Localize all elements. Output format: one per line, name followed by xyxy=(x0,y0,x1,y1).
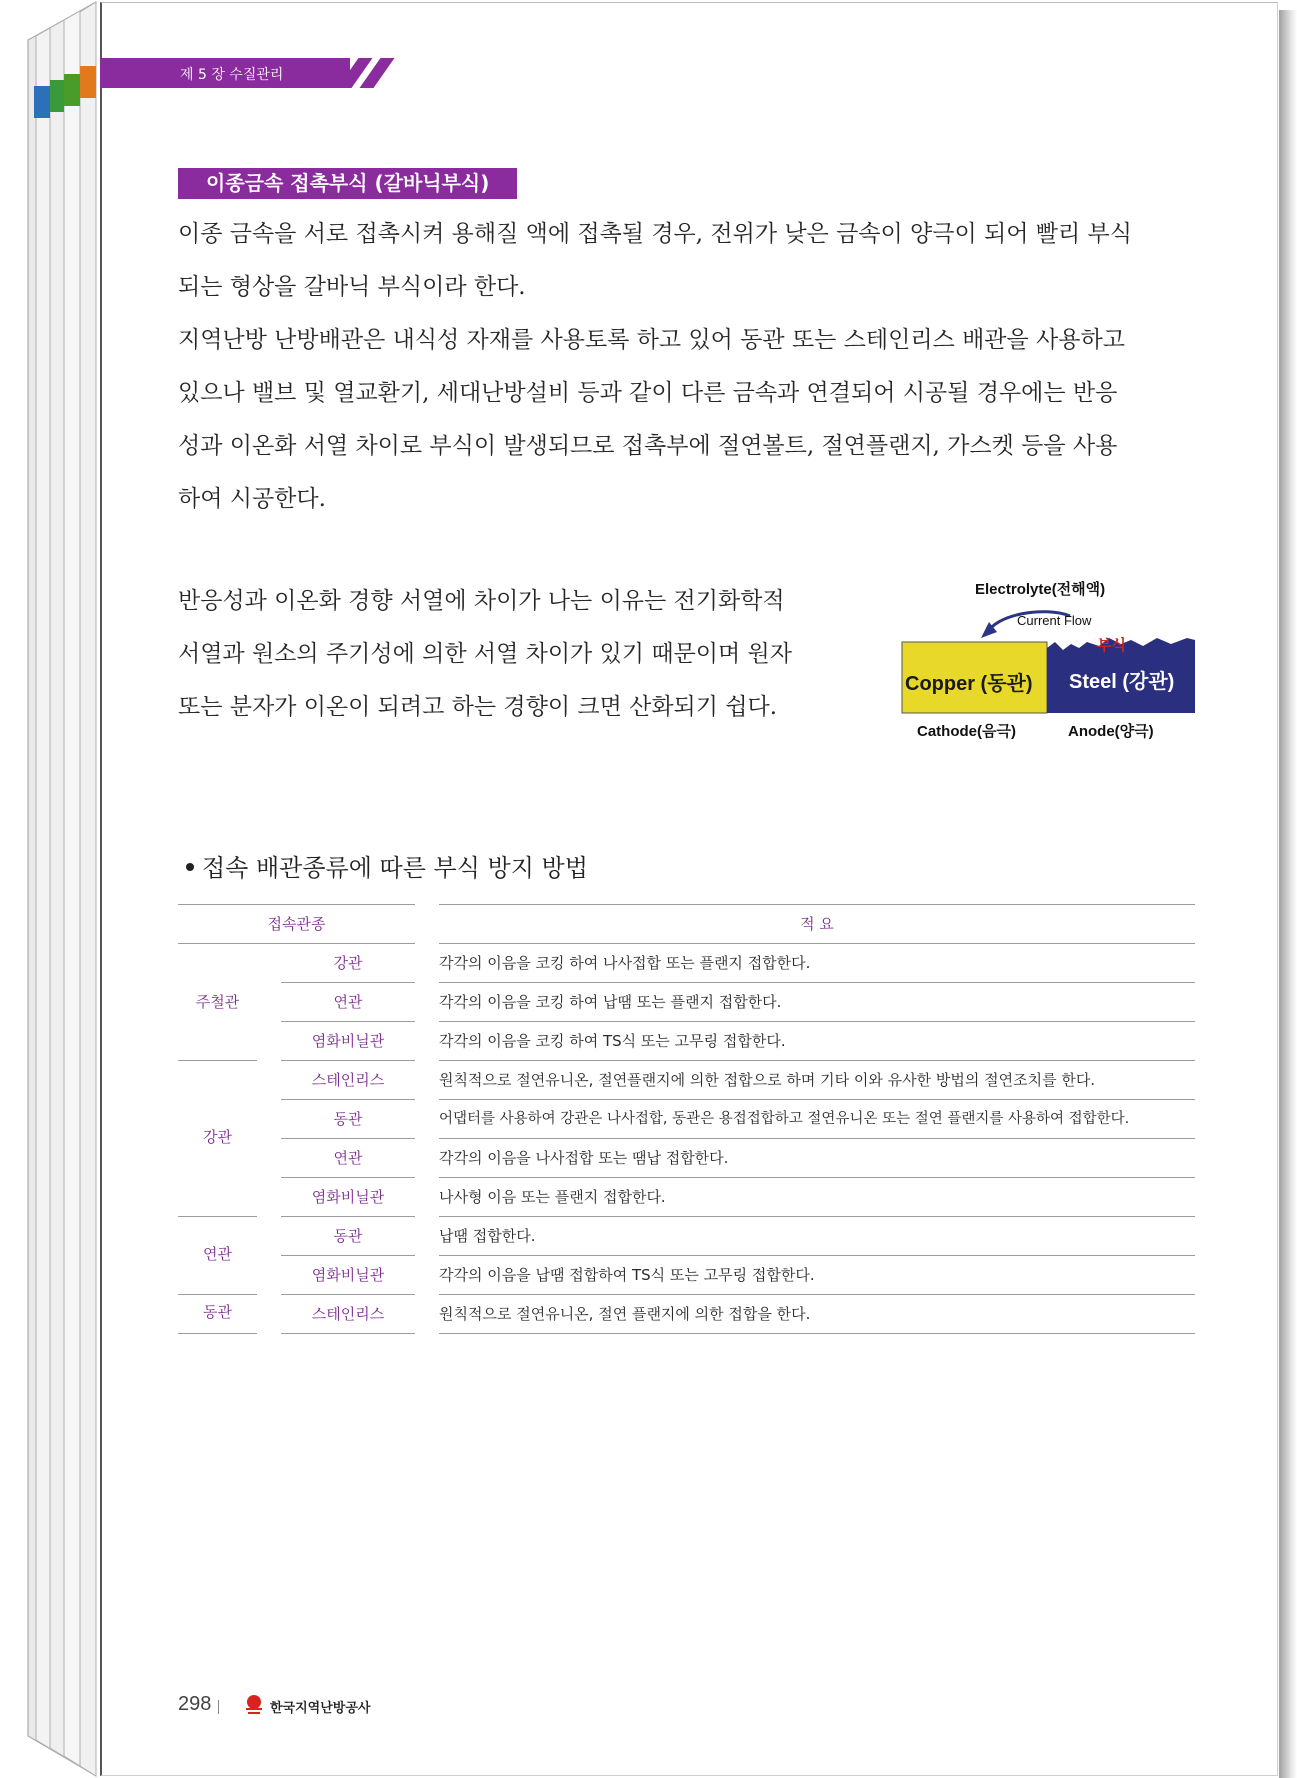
copper-label: Copper (동관) xyxy=(905,673,1033,695)
table-cell-desc: 각각의 이음을 나사접합 또는 땜납 접합한다. xyxy=(439,1149,729,1167)
paragraph-line: 하여 시공한다. xyxy=(178,486,326,512)
chapter-title: 제 5 장 수질관리 xyxy=(180,67,284,83)
body-paragraph-1 xyxy=(178,208,1194,526)
table-cell-subtype: 연관 xyxy=(333,993,363,1011)
table-cell-subtype: 스테인리스 xyxy=(311,1071,385,1089)
page-shadow xyxy=(1279,10,1297,1778)
table-heading xyxy=(186,848,588,883)
table-cell-subtype: 염화비닐관 xyxy=(311,1266,385,1284)
footer-separator xyxy=(218,1700,219,1714)
paragraph-line: 이종 금속을 서로 접촉시켜 용해질 액에 접촉될 경우, 전위가 낮은 금속이 양극이 되어 빨리 부식 xyxy=(178,221,1132,247)
paragraph-line: 또는 분자가 이온이 되려고 하는 경향이 크면 산화되기 쉽다. xyxy=(178,694,778,720)
table-cell-desc: 원칙적으로 절연유니온, 절연 플랜지에 의한 접합을 한다. xyxy=(439,1305,811,1323)
paragraph-line: 서열과 원소의 주기성에 의한 서열 차이가 있기 때문이며 원자 xyxy=(178,641,792,667)
bullet-icon xyxy=(186,863,194,871)
book-page-stack xyxy=(0,0,102,1778)
table-cell-desc: 각각의 이음을 코킹 하여 TS식 또는 고무링 접합한다. xyxy=(439,1032,786,1050)
table-cell-subtype: 연관 xyxy=(333,1149,363,1167)
paragraph-line: 있으나 밸브 및 열교환기, 세대난방설비 등과 같이 다른 금속과 연결되어 시공될 경우에는 반응 xyxy=(178,380,1118,406)
group-name: 주철관 xyxy=(195,993,240,1011)
electrolyte-label: Electrolyte(전해액) xyxy=(975,581,1106,598)
paragraph-line: 되는 형상을 갈바닉 부식이라 한다. xyxy=(178,274,526,300)
column-header-connection-type: 접속관종 xyxy=(267,915,326,933)
corrosion-label: 부식 xyxy=(1097,637,1126,654)
diagram-graphic xyxy=(895,572,1200,742)
group-name: 동관 xyxy=(203,1303,232,1321)
table-cell-subtype: 동관 xyxy=(333,1110,363,1128)
paragraph-line: 반응성과 이온화 경향 서열에 차이가 나는 이유는 전기화학적 xyxy=(178,588,785,614)
table-cell-desc: 각각의 이음을 코킹 하여 나사접합 또는 플랜지 접합한다. xyxy=(439,954,811,972)
table-cell-desc: 나사형 이음 또는 플랜지 접합한다. xyxy=(439,1188,666,1206)
paragraph-line: 성과 이온화 서열 차이로 부식이 발생되므로 접촉부에 절연볼트, 절연플랜지, 가스켓 등을 사용 xyxy=(178,433,1118,459)
table-cell-desc: 납땜 접합한다. xyxy=(439,1227,536,1245)
org-name: 한국지역난방공사 xyxy=(270,1701,371,1716)
steel-label: Steel (강관) xyxy=(1069,671,1175,693)
table-cell-subtype: 동관 xyxy=(333,1227,363,1245)
page-number: 298 xyxy=(178,1693,212,1715)
table-cell-desc: 어댑터를 사용하여 강관은 나사접합, 동관은 용접접합하고 절연유니온 또는 절연 플랜지를 사용하여 접합한다. xyxy=(439,1111,1130,1127)
chapter-header xyxy=(100,58,350,88)
body-paragraph-2 xyxy=(178,575,858,734)
paragraph-line: 지역난방 난방배관은 내식성 자재를 사용토록 하고 있어 동관 또는 스테인리스 배관을 사용하고 xyxy=(178,327,1125,353)
table-cell-subtype: 염화비닐관 xyxy=(311,1032,385,1050)
group-name: 연관 xyxy=(203,1245,232,1263)
table-cell-desc: 각각의 이음을 납땜 접합하여 TS식 또는 고무링 접합한다. xyxy=(439,1266,815,1284)
galvanic-corrosion-diagram xyxy=(895,572,1200,742)
org-logo-icon xyxy=(244,1694,264,1716)
table-cell-desc: 각각의 이음을 코킹 하여 납땜 또는 플랜지 접합한다. xyxy=(439,993,782,1011)
group-name: 강관 xyxy=(203,1128,232,1146)
section-title: 이종금속 접촉부식 (갈바닉부식) xyxy=(178,168,517,199)
table-heading-text: 접속 배관종류에 따른 부식 방지 방법 xyxy=(202,854,588,882)
table-cell-subtype: 염화비닐관 xyxy=(311,1188,385,1206)
table-cell-subtype: 스테인리스 xyxy=(311,1305,385,1323)
anode-label: Anode(양극) xyxy=(1068,723,1154,740)
column-header-summary: 적 요 xyxy=(800,915,834,933)
book-edge xyxy=(0,0,102,1778)
table-cell-subtype: 강관 xyxy=(333,954,363,972)
cathode-label: Cathode(음극) xyxy=(917,723,1016,740)
current-flow-label: Current Flow xyxy=(1017,613,1092,628)
table-cell-desc: 원칙적으로 절연유니온, 절연플랜지에 의한 접합으로 하며 기타 이와 유사한 방법의 절연조치를 한다. xyxy=(439,1071,1096,1089)
